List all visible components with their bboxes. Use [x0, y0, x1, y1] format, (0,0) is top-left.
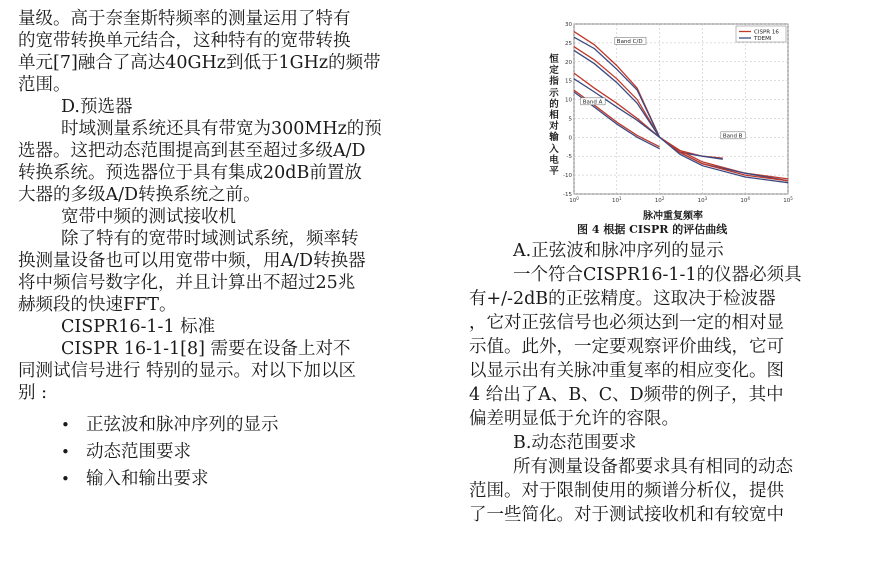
text-line: 以显示出有关脉冲重复率的相应变化。图 — [469, 361, 784, 381]
bullet-icon: • — [61, 470, 70, 488]
y-tick-label: 0 — [568, 135, 572, 142]
bullet-item: 正弦波和脉冲序列的显示 — [86, 415, 279, 435]
annotation-label: Band A — [582, 99, 603, 106]
text-line: 范围。 — [18, 75, 71, 95]
chart-plot-area — [574, 24, 788, 194]
section-heading: A.正弦波和脉冲序列的显示 — [513, 241, 724, 261]
text-line: 4 给出了A、B、C、D频带的例子，其中 — [469, 385, 784, 405]
text-line: 有+/-2dB的正弦精度。这取决于检波器 — [469, 289, 776, 309]
chart-legend — [736, 26, 786, 42]
text-line: CISPR 16-1-1[8] 需要在设备上对不 — [61, 339, 351, 359]
bullet-item: 输入和输出要求 — [86, 469, 209, 489]
chart-x-axis-label: 脉冲重复频率 — [643, 211, 703, 222]
x-tick-label: $10^3$ — [697, 196, 708, 204]
evaluation-curve-chart — [560, 20, 796, 220]
chart-x-ticks — [569, 196, 793, 204]
y-tick-label: 10 — [565, 97, 572, 104]
x-tick-label: $10^5$ — [783, 196, 793, 204]
figure-caption: 图 4 根据 CISPR 的评估曲线 — [577, 223, 728, 236]
section-heading: D.预选器 — [61, 97, 133, 117]
text-line: 选器。这把动态范围提高到甚至超过多级A/D — [18, 141, 366, 161]
text-line: 将中频信号数字化，并且计算出不超过25兆 — [18, 273, 356, 293]
y-tick-label: 20 — [565, 59, 572, 66]
y-tick-label: 25 — [565, 40, 572, 47]
text-line: 别 : — [18, 383, 47, 403]
text-line: 转换系统。预选器位于具有集成20dB前置放 — [18, 163, 362, 183]
text-line: 的宽带转换单元结合，这种特有的宽带转换 — [18, 31, 351, 51]
text-line: 换测量设备也可以用宽带中频，用A/D转换器 — [18, 251, 366, 271]
section-heading: CISPR16-1-1 标准 — [61, 317, 216, 337]
x-tick-label: $10^4$ — [740, 196, 750, 204]
text-line: 单元[7]融合了高达40GHz到低于1GHz的频带 — [18, 53, 381, 73]
y-tick-label: 30 — [565, 22, 572, 28]
text-line: 时域测量系统还具有带宽为300MHz的预 — [61, 119, 382, 139]
x-tick-label: $10^1$ — [612, 196, 622, 204]
text-line: 所有测量设备都要求具有相同的动态 — [513, 457, 793, 477]
chart-y-axis-label: 恒定指示的相对输入电平 — [549, 54, 559, 178]
text-line: 示值。此外，一定要观察评价曲线，它可 — [469, 337, 784, 357]
text-line: 量级。高于奈奎斯特频率的测量运用了特有 — [18, 9, 351, 29]
text-line: 一个符合CISPR16-1-1的仪器必须具 — [513, 265, 802, 285]
text-line: 大器的多级A/D转换系统之前。 — [18, 185, 261, 205]
annotation-label: Band B — [722, 133, 743, 140]
section-heading: B.动态范围要求 — [513, 433, 637, 453]
text-line: 了一些简化。对于测试接收机和有较宽中 — [469, 505, 784, 525]
annotation-label: Band C/D — [616, 38, 643, 45]
text-line: ，它对正弦信号也必须达到一定的相对显 — [469, 313, 784, 333]
y-tick-label: -15 — [563, 192, 572, 198]
legend-entry: CISPR 16 — [754, 29, 779, 36]
y-tick-label: 5 — [568, 116, 572, 123]
x-tick-label: $10^0$ — [569, 196, 579, 204]
text-line: 同测试信号进行 特别的显示。对以下加以区 — [18, 361, 357, 381]
chart-y-ticks — [563, 22, 572, 198]
text-line: 除了特有的宽带时域测试系统，频率转 — [61, 229, 359, 249]
x-tick-label: $10^2$ — [654, 196, 665, 204]
text-line: 赫频段的快速FFT。 — [18, 295, 177, 315]
y-tick-label: -5 — [566, 154, 572, 161]
bullet-icon: • — [61, 416, 70, 434]
y-tick-label: -10 — [563, 173, 572, 180]
legend-entry: TDEMI — [754, 36, 772, 42]
bullet-item: 动态范围要求 — [86, 442, 191, 462]
text-line: 范围。对于限制使用的频谱分析仪，提供 — [469, 481, 784, 501]
bullet-icon: • — [61, 443, 70, 461]
y-tick-label: 15 — [565, 78, 572, 85]
text-line: 偏差明显低于允许的容限。 — [469, 409, 679, 429]
chart-grid — [574, 24, 788, 194]
section-heading: 宽带中频的测试接收机 — [61, 207, 236, 227]
